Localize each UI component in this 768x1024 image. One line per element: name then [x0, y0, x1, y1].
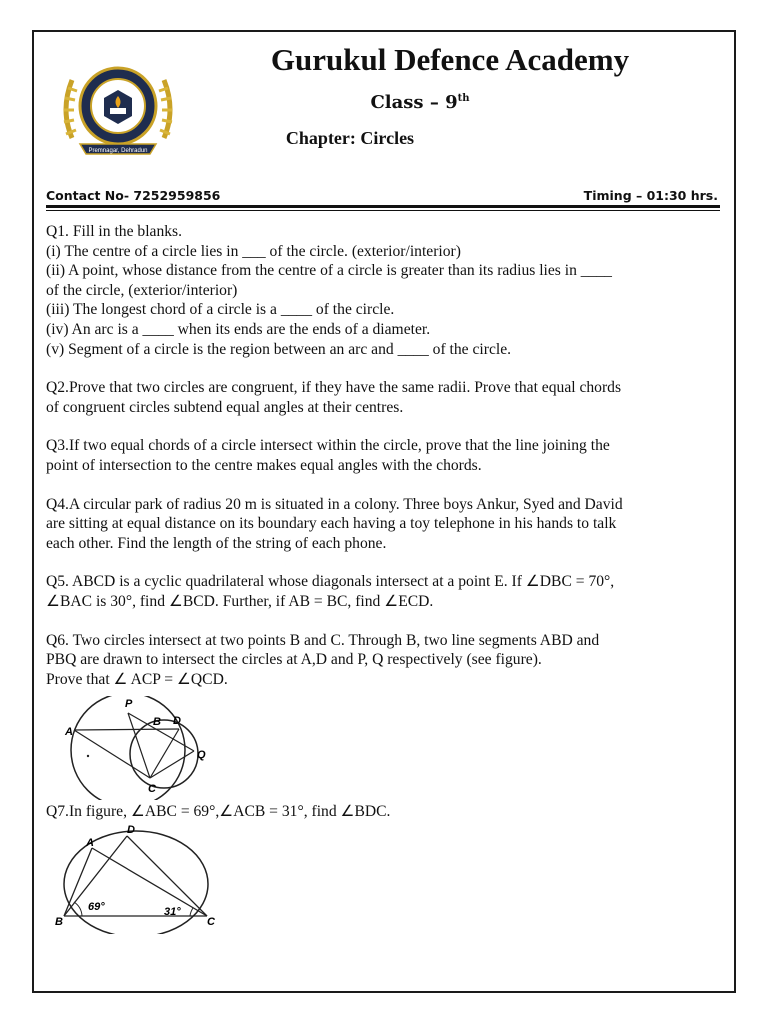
q2-line: of congruent circles subtend equal angles at their centres.	[46, 398, 404, 416]
q1-item: (iv) An arc is a ____ when its ends are the ends of a diameter.	[46, 320, 431, 338]
q5-line: Q5. ABCD is a cyclic quadrilateral whose diagonals intersect at a point E. If ∠DBC = 70°,	[46, 573, 615, 591]
q1-item: (iii) The longest chord of a circle is a ____ of the circle.	[46, 301, 395, 319]
q6-label-a: A	[65, 726, 73, 738]
question-4	[46, 495, 726, 554]
q1-item: of the circle, (exterior/interior)	[46, 281, 238, 299]
q6-label-b: B	[153, 716, 161, 728]
question-3	[46, 436, 726, 475]
q6-label-d: D	[173, 715, 181, 727]
q7-angle-c: 31°	[164, 906, 181, 918]
q1-item: (v) Segment of a circle is the region between an arc and ____ of the circle.	[46, 340, 512, 358]
header-rule-thick	[46, 205, 720, 208]
q6-line: Q6. Two circles intersect at two points B and C. Through B, two line segments ABD and	[46, 631, 600, 649]
q7-label-b: B	[55, 916, 63, 928]
question-6	[46, 631, 726, 690]
q7-label-d: D	[127, 824, 135, 836]
q4-line: Q4.A circular park of radius 20 m is situated in a colony. Three boys Ankur, Syed and David	[46, 495, 623, 513]
header-rule-thin	[46, 210, 720, 211]
q7-angle-b: 69°	[88, 901, 105, 913]
q4-line: each other. Find the length of the string of each phone.	[46, 534, 387, 552]
q3-line: point of intersection to the centre makes equal angles with the chords.	[46, 456, 482, 474]
chapter-title: Chapter: Circles	[285, 128, 415, 148]
q2-line: Q2.Prove that two circles are congruent, if they have the same radii. Prove that equal chords	[46, 379, 622, 397]
class-sup: th	[457, 93, 470, 104]
academy-logo	[58, 60, 178, 160]
timing: Timing – 01:30 hrs.	[583, 188, 718, 203]
q3-line: Q3.If two equal chords of a circle intersect within the circle, prove that the line joining the	[46, 437, 610, 455]
q7-line: Q7.In figure, ∠ABC = 69°,∠ACB = 31°, find ∠BDC.	[46, 803, 391, 821]
q1-item: (ii) A point, whose distance from the centre of a circle is greater than its radius lies in ____	[46, 262, 612, 280]
q4-line: are sitting at equal distance on its boundary each having a toy telephone in his hands to talk	[46, 515, 617, 533]
question-1	[46, 222, 726, 359]
q6-label-q: Q	[197, 749, 206, 761]
q6-label-c: C	[148, 783, 156, 795]
q7-label-c: C	[207, 916, 215, 928]
q7-figure	[52, 822, 222, 934]
question-7	[46, 802, 726, 822]
logo-place-text: Premnagar, Dehradun	[88, 148, 148, 154]
q5-line: ∠BAC is 30°, find ∠BCD. Further, if AB = BC, find ∠ECD.	[46, 592, 434, 610]
contact-number: Contact No- 7252959856	[46, 188, 221, 203]
class-text: Class – 9	[370, 92, 458, 113]
question-2	[46, 378, 726, 417]
q6-line: PBQ are drawn to intersect the circles at A,D and P, Q respectively (see figure).	[46, 651, 542, 669]
q6-line: Prove that ∠ ACP = ∠QCD.	[46, 670, 228, 688]
q1-title: Q1. Fill in the blanks.	[46, 223, 183, 240]
academy-title: Gurukul Defence Academy	[270, 42, 630, 77]
class-label	[340, 92, 500, 113]
q6-label-p: P	[125, 698, 133, 710]
q6-figure	[62, 696, 222, 800]
q7-label-a: A	[86, 837, 94, 849]
question-5	[46, 572, 726, 611]
q1-item: (i) The centre of a circle lies in ___ of the circle. (exterior/interior)	[46, 242, 461, 260]
